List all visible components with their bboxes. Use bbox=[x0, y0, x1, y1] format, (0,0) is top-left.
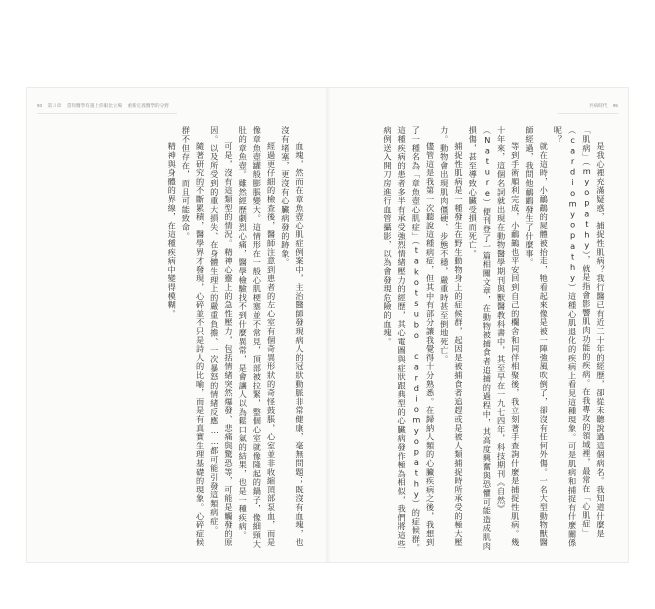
right-paragraph: 是我心裡充滿疑惑，捕捉性肌病？我行醫已有近二十年的經歷，卻從未聽說過這個病名。我知道什麼是「肌病」（myopathy），就是指會影響肌肉功能的疾病。在我專攻的領域裡，最常在「心肌症」（cardiomyopathy）這種心肌退化的疾病上看見這種現象。可是肌病和捕捉有什麼關係呢？ bbox=[553, 126, 606, 548]
left-paragraph: 經過更仔細的檢查後，醫師注意到患者的左心室有個奇異形狀的奇怪鼓脹，心室並非收縮頂部泵血，而是像章魚壺罐般膨脹變大。這情形在一般心肌梗塞並不常見，頂部被拉緊，整個心室就像隆起的鍋子，像細頸大肚的章魚壺。雖然經歷劇烈心痛，醫學檢驗找不到什麼異常，是會讓人以為鬆口氣的結果，也是一種疾病。 bbox=[238, 126, 277, 549]
right-page-number: 95 bbox=[612, 103, 618, 108]
right-paragraph: 捕捉性肌病是一種發生在野生動物身上的症候群，起因是被捕食者追趕或是被人類捕捉時所承受的極大壓力。動物會出現肌肉僵硬、步態不穩，嚴重時甚至倒地死亡。 bbox=[439, 126, 464, 548]
left-running-title: 重新定義醫學的分野 bbox=[127, 104, 169, 109]
left-page bbox=[27, 88, 327, 562]
right-paragraph: 等到手術順利完成，小鴯鶓也平安回到自己的欄舍和同伴相聚後，我立刻著手查詢什麼是捕捉性肌病。幾十年來，這個名詞就出現在動物醫學期刊與獸醫教科書中，其至早在一九七四年，科技期刊《自然》（Nature）便刊登了一篇相關文章，在動物被捕食者追捕的過程中，其高度興奮與恐懼可能造成肌肉損傷，甚至導致心臟受損而死亡。 bbox=[468, 126, 521, 551]
right-header bbox=[589, 101, 618, 111]
left-paragraph: 精神與身體的界線，在這種疾病中變得模糊。 bbox=[167, 142, 178, 319]
right-running-title: 共病時代 bbox=[589, 104, 608, 109]
left-page-number: 93 bbox=[37, 103, 43, 108]
right-header-rule bbox=[558, 113, 618, 114]
right-body-text bbox=[346, 126, 608, 554]
left-paragraph: 血塊，然而在章魚壺心肌症例案中，主治醫師發現病人的冠狀動脈非常健康，毫無問題；既沒有血塊，也沒有堵塞，更沒有心臟病發的跡象。 bbox=[280, 126, 305, 548]
right-page bbox=[328, 88, 628, 562]
book-spread bbox=[27, 88, 628, 562]
right-paragraph: 儘管這是我第一次聽說這種病症，但其中有部分讓我覺得十分熟悉。在歸納人類的心臟疾病之後，我想到了一種名為「章魚壺心肌症」（takotsubo cardiomyopathy）的症候群。這種疾病的患者多半有承受強烈情緒壓力的經歷，其心電圖與症狀跟典型的心臟病發作極為相似，我們將這些病例送入開刀房進行血管攝影，以為會發現危險的血塊。 bbox=[382, 126, 436, 553]
left-paragraph: 隨著研究的不斷累積，醫學界才發現，心碎並不只是詩人的比喻，而是有真實生理基礎的現象。心碎症候群不但存在，而且可能致命。 bbox=[181, 126, 206, 548]
chapter-label: 第３章 bbox=[47, 104, 62, 109]
left-body-text bbox=[45, 126, 307, 554]
chapter-title: 當你醫學有遇上你眼比立場 bbox=[66, 104, 122, 109]
left-paragraph: 可是，沒有這類型的情況。精神心靈上的急性壓力，包括情緒突然爆發、悲痛與驚恐等，可能是觸發的原因。以及所受到的重大損失、在身體生理上的嚴重負擔、一次暴怒的情緒反應……都可能引發這類病症。 bbox=[209, 126, 234, 548]
left-header-rule bbox=[37, 113, 177, 114]
right-paragraph: 就在這時，小鴯鶓的屍體被抬走，牠看起來像是被一陣強風吹倒了，卻沒有任何外傷。一名大型動物獸醫師經過，我問他鴯鶓發生了什麼事。 bbox=[524, 126, 550, 548]
left-header bbox=[37, 101, 169, 111]
